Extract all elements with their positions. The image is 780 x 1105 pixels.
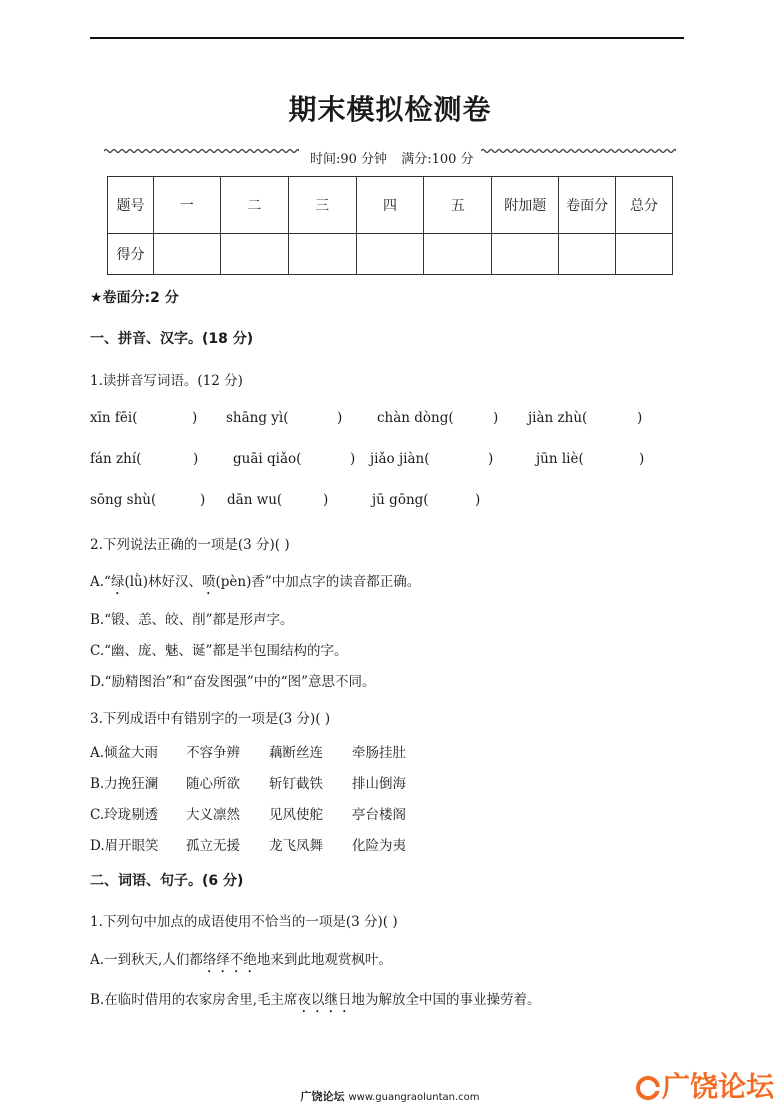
pinyin-item: chàn dòng( [377,410,454,426]
score-entry-cell[interactable] [288,234,356,275]
pinyin-item: guāi qiǎo( [233,451,302,467]
question-1-3: 3.下列成语中有错别字的一项是(3 分)( ) [90,711,331,727]
idiom: D.眉开眼笑 [90,838,159,854]
idiom: 化险为夷 [352,838,406,854]
idiom: 孤立无援 [186,838,240,854]
question-2-1: 1.下列句中加点的成语使用不恰当的一项是(3 分)( ) [90,914,398,930]
table-cell: 卷面分 [559,177,616,234]
score-entry-cell[interactable] [220,234,288,275]
idiom: 随心所欲 [186,776,240,792]
option-b [90,988,541,1016]
logo-text: 广饶论坛 [662,1070,775,1103]
idiom: 亭台楼阁 [352,807,406,823]
footer-site-name: 广饶论坛 [300,1090,345,1103]
idiom: 不容争辨 [186,745,240,761]
dotted-char: 绿 [110,574,125,590]
full-score: 满分:100 分 [401,152,474,167]
table-cell: 得分 [108,234,154,275]
question-1-2: 2.下列说法正确的一项是(3 分)( ) [90,537,290,553]
score-entry-cell[interactable] [424,234,492,275]
table-cell: 附加题 [492,177,559,234]
idiom: 排山倒海 [352,776,406,792]
table-cell: 二 [220,177,288,234]
page-title: 期末模拟检测卷 [288,93,492,126]
pinyin-close: ) [337,410,343,426]
pinyin-close: ) [475,492,481,508]
idiom: 藕断丝连 [269,745,323,761]
site-logo [636,1065,774,1105]
option-a [90,948,392,976]
pinyin-item: fán zhí( [90,451,142,467]
pinyin-item: shāng yì( [226,410,289,426]
option-text: (pèn)香”中加点字的读音都正确。 [215,574,421,590]
option-text: 地为解放全中国的事业操劳着。 [351,992,541,1008]
pinyin-close: ) [200,492,206,508]
pinyin-close: ) [323,492,329,508]
pinyin-item: sōng shù( [90,492,157,508]
neatness-score: ★卷面分:2 分 [90,290,179,306]
score-entry-cell[interactable] [616,234,673,275]
pinyin-close: ) [637,410,643,426]
option-b: B.“锻、恙、皎、削”都是形声字。 [90,612,294,628]
idiom: B.力挽狂澜 [90,776,159,792]
pinyin-close: ) [192,410,198,426]
idiom: 斩钉截铁 [269,776,323,792]
section1-heading: 一、拼音、汉字。(18 分) [90,331,254,347]
pinyin-close: ) [493,410,499,426]
dotted-idiom: 络绎不绝 [202,952,257,968]
score-entry-cell[interactable] [492,234,559,275]
idiom: C.玲珑剔透 [90,807,159,823]
pinyin-item: xīn fēi( [90,410,138,426]
pinyin-item: dān wu( [227,492,283,508]
pinyin-item: jiǎo jiàn( [370,451,430,467]
idiom: 龙飞凤舞 [269,838,323,854]
option-text: A.一到秋天,人们都 [90,952,203,968]
idiom: A.倾盆大雨 [90,745,159,761]
idiom: 牵肠挂肚 [352,745,406,761]
option-text: (lǜ)林好汉、 [124,574,202,590]
score-table-header-row [108,177,673,234]
table-cell: 一 [153,177,220,234]
decorative-wave-right [481,148,676,154]
table-cell: 三 [288,177,356,234]
dotted-char: 喷 [202,574,216,590]
score-entry-cell[interactable] [153,234,220,275]
pinyin-item: jūn liè( [536,451,584,467]
table-cell: 四 [356,177,424,234]
time-limit: 时间:90 分钟 [310,152,388,167]
pinyin-close: ) [193,451,199,467]
table-cell: 题号 [108,177,154,234]
option-a [90,570,420,598]
pinyin-item: jiàn zhù( [528,410,588,426]
question-1-1: 1.读拼音写词语。(12 分) [90,373,243,389]
option-c: C.“幽、庞、魅、诞”都是半包围结构的字。 [90,643,348,659]
table-cell: 总分 [616,177,673,234]
pinyin-close: ) [488,451,494,467]
score-entry-cell[interactable] [559,234,616,275]
idiom: 见风使舵 [269,807,323,823]
top-rule [90,37,684,39]
score-table [107,176,673,275]
idiom: 大义凛然 [186,807,240,823]
logo-g-icon [636,1076,660,1100]
table-cell: 五 [424,177,492,234]
exam-info [310,148,484,167]
option-text: A.“ [90,574,111,590]
pinyin-item: jū gōng( [372,492,429,508]
section2-heading: 二、词语、句子。(6 分) [90,873,244,889]
footer-url[interactable]: www.guangraoluntan.com [348,1092,480,1103]
score-table-score-row [108,234,673,275]
decorative-wave-left [104,148,299,154]
pinyin-close: ) [350,451,356,467]
option-text: B.在临时借用的农家房舍里,毛主席 [90,992,298,1008]
option-d: D.“励精图治”和“奋发图强”中的“图”意思不同。 [90,674,376,690]
score-entry-cell[interactable] [356,234,424,275]
dotted-idiom: 夜以继日 [297,992,352,1008]
option-text: 地来到此地观赏枫叶。 [256,952,392,968]
pinyin-close: ) [639,451,645,467]
